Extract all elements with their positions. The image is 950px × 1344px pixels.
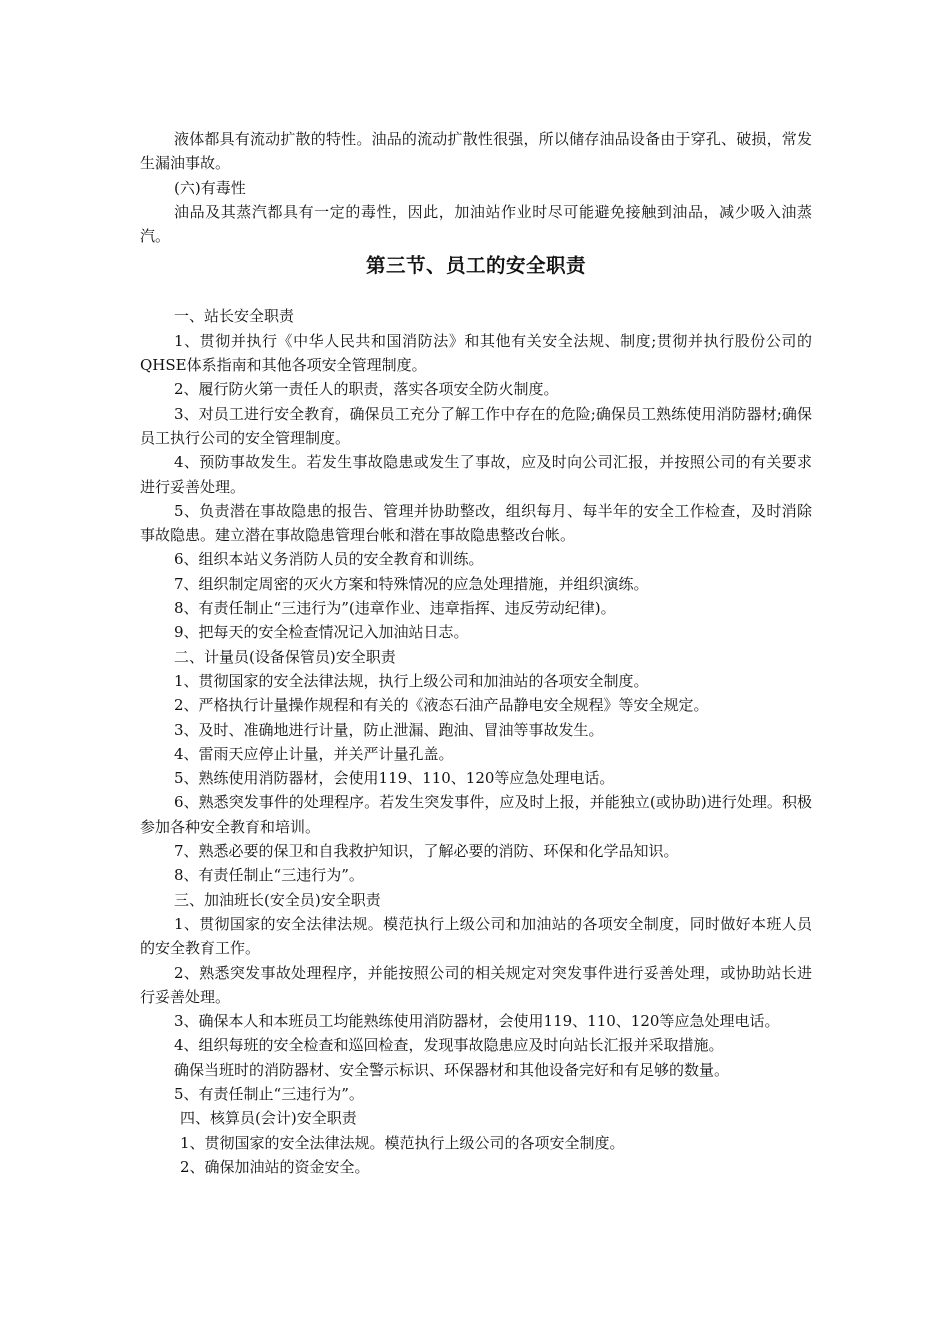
list-item: 8、有责任制止“三违行为”。: [174, 866, 364, 885]
paragraph: 油品及其蒸汽都具有一定的毒性，因此，加油站作业时尽可能避免接触到油品，减少吸入油蒸汽。: [140, 202, 812, 246]
section-title: 第三节、员工的安全职责: [365, 254, 586, 278]
list-item: 7、组织制定周密的灭火方案和特殊情况的应急处理措施，并组织演练。: [174, 574, 649, 593]
list-item: 4、组织每班的安全检查和巡回检查，发现事故隐患应及时向站长汇报并采取措施。: [174, 1036, 724, 1055]
list-item: 1、贯彻国家的安全法律法规，执行上级公司和加油站的各项安全制度。: [174, 671, 649, 690]
subheading-toxicity: (六)有毒性: [174, 178, 246, 197]
list-item: 2、严格执行计量操作规程和有关的《液态石油产品静电安全规程》等安全规定。: [174, 696, 709, 715]
heading-accountant: 四、核算员(会计)安全职责: [180, 1109, 357, 1128]
list-item: 1、贯彻并执行《中华人民共和国消防法》和其他有关安全法规、制度;贯彻并执行股份公司的QHSE体系指南和其他各项安全管理制度。: [140, 331, 812, 375]
list-item: 6、熟悉突发事件的处理程序。若发生突发事件，应及时上报，并能独立(或协助)进行处理。积极参加各种安全教育和培训。: [140, 793, 812, 836]
list-item: 8、有责任制止“三违行为”(违章作业、违章指挥、违反劳动纪律)。: [174, 599, 616, 618]
paragraph: 液体都具有流动扩散的特性。油品的流动扩散性很强，所以储存油品设备由于穿孔、破损，常发生漏油事故。: [140, 130, 812, 173]
heading-shift-leader: 三、加油班长(安全员)安全职责: [174, 890, 381, 909]
heading-station-manager: 一、站长安全职责: [174, 307, 295, 326]
list-item: 1、贯彻国家的安全法律法规。模范执行上级公司和加油站的各项安全制度，同时做好本班人员的安全教育工作。: [140, 914, 812, 958]
list-item: 6、组织本站义务消防人员的安全教育和训练。: [174, 550, 484, 569]
list-item: 2、熟悉突发事故处理程序，并能按照公司的相关规定对突发事件进行妥善处理，或协助站长进行妥善处理。: [140, 963, 812, 1006]
list-item: 5、负责潜在事故隐患的报告、管理并协助整改，组织每月、每半年的安全工作检查，及时消除事故隐患。建立潜在事故隐患管理台帐和潜在事故隐患整改台帐。: [140, 501, 812, 545]
list-item: 1、贯彻国家的安全法律法规。模范执行上级公司的各项安全制度。: [180, 1133, 625, 1152]
heading-metering-clerk: 二、计量员(设备保管员)安全职责: [174, 647, 396, 666]
list-item: 3、对员工进行安全教育，确保员工充分了解工作中存在的危险;确保员工熟练使用消防器材;确保员工执行公司的安全管理制度。: [140, 404, 812, 447]
document-body: [140, 127, 812, 1179]
list-item: 5、熟练使用消防器材，会使用119、110、120等应急处理电话。: [174, 769, 615, 788]
list-item: 9、把每天的安全检查情况记入加油站日志。: [174, 623, 469, 642]
list-item: 确保当班时的消防器材、安全警示标识、环保器材和其他设备完好和有足够的数量。: [174, 1060, 730, 1079]
list-item: 4、预防事故发生。若发生事故隐患或发生了事故，应及时向公司汇报，并按照公司的有关要求进行妥善处理。: [140, 453, 812, 496]
list-item: 7、熟悉必要的保卫和自我救护知识，了解必要的消防、环保和化学品知识。: [174, 842, 679, 861]
list-item: 4、雷雨天应停止计量，并关严计量孔盖。: [174, 744, 454, 763]
list-item: 5、有责任制止“三违行为”。: [174, 1084, 364, 1103]
list-item: 3、及时、准确地进行计量，防止泄漏、跑油、冒油等事故发生。: [174, 720, 604, 739]
list-item: 2、履行防火第一责任人的职责，落实各项安全防火制度。: [174, 380, 559, 399]
list-item: 3、确保本人和本班员工均能熟练使用消防器材，会使用119、110、120等应急处理电话。: [174, 1012, 780, 1031]
list-item: 2、确保加油站的资金安全。: [180, 1157, 370, 1176]
